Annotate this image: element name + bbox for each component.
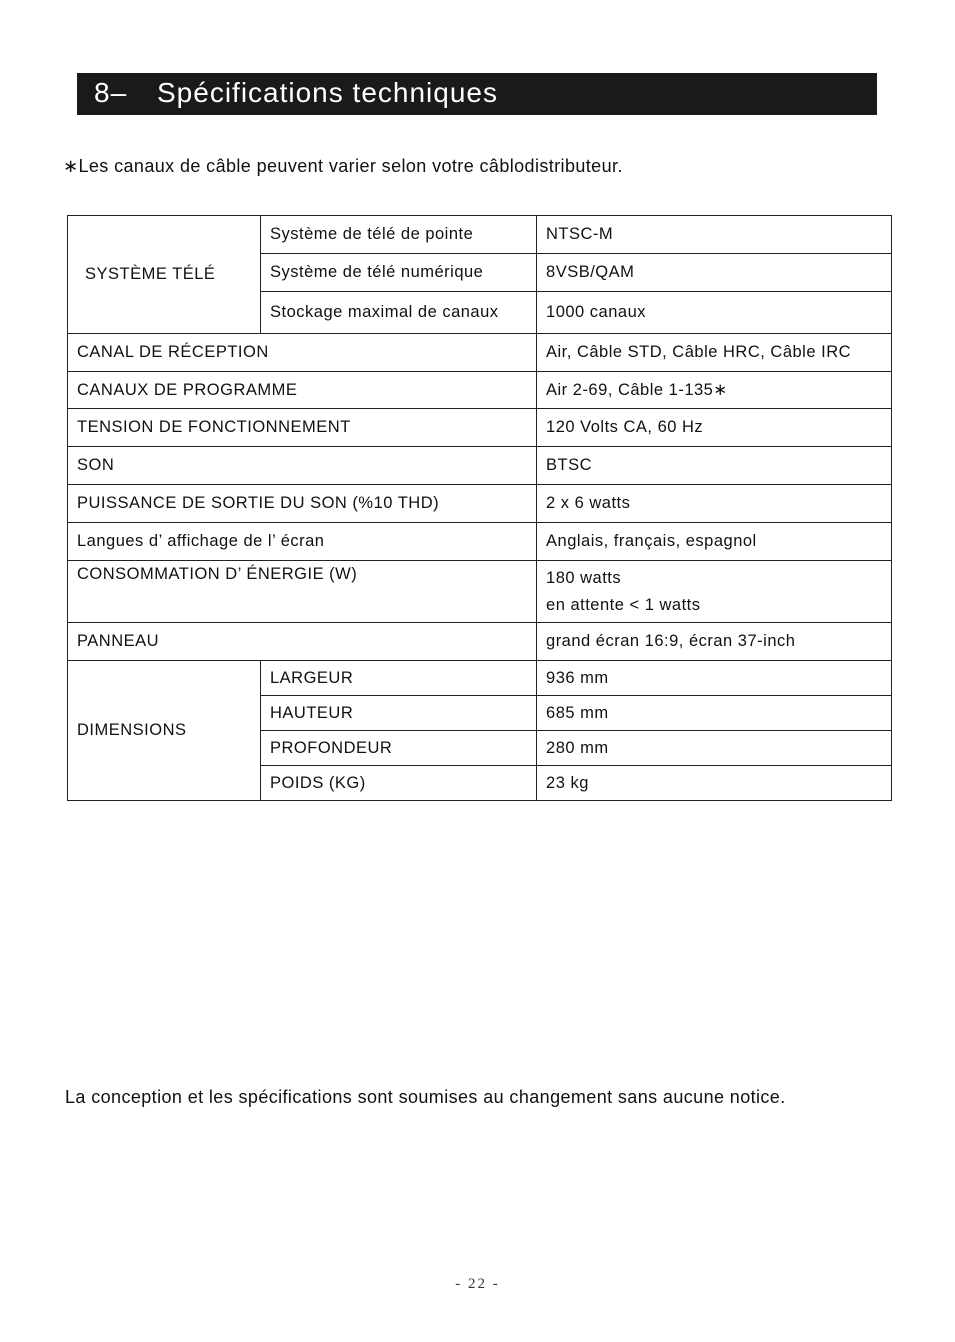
table-row (68, 216, 892, 254)
spec-value: 685 mm (537, 696, 892, 731)
section-title-bar (77, 73, 877, 115)
spec-value: 23 kg (537, 766, 892, 801)
disclaimer-note: La conception et les spécifications sont soumises au changement sans aucune notice. (65, 1087, 786, 1107)
spec-label: Langues d’ affichage de l’ écran (68, 523, 537, 561)
table-row (68, 661, 892, 696)
spec-label: Système de télé numérique (261, 254, 537, 292)
tv-system-label: SYSTÈME TÉLÉ (68, 216, 261, 334)
spec-value: Air, Câble STD, Câble HRC, Câble IRC (537, 334, 892, 372)
spec-value: grand écran 16:9, écran 37-inch (537, 623, 892, 661)
dimensions-label: DIMENSIONS (68, 661, 261, 801)
spec-label: CANAL DE RÉCEPTION (68, 334, 537, 372)
table-row (68, 334, 892, 372)
page-number: - 22 - (455, 1276, 500, 1292)
spec-label: PROFONDEUR (261, 731, 537, 766)
table-row (68, 372, 892, 409)
spec-value: 1000 canaux (537, 292, 892, 334)
spec-value: 8VSB/QAM (537, 254, 892, 292)
power-value-line: en attente < 1 watts (546, 595, 701, 614)
table-row (68, 561, 892, 623)
spec-value: Anglais, français, espagnol (537, 523, 892, 561)
spec-label: HAUTEUR (261, 696, 537, 731)
spec-value: 120 Volts CA, 60 Hz (537, 409, 892, 447)
spec-label: POIDS (KG) (261, 766, 537, 801)
table-row (68, 523, 892, 561)
spec-label: PANNEAU (68, 623, 537, 661)
spec-label: CANAUX DE PROGRAMME (68, 372, 537, 409)
table-row (68, 485, 892, 523)
spec-value (537, 561, 892, 623)
spec-value: 936 mm (537, 661, 892, 696)
spec-label: SON (68, 447, 537, 485)
spec-label: TENSION DE FONCTIONNEMENT (68, 409, 537, 447)
table-row (68, 623, 892, 661)
spec-label: CONSOMMATION D’ ÉNERGIE (W) (68, 561, 537, 623)
section-number: 8– (94, 77, 128, 108)
power-value-line: 180 watts (546, 568, 622, 587)
spec-value: Air 2-69, Câble 1-135∗ (537, 372, 892, 409)
spec-label: PUISSANCE DE SORTIE DU SON (%10 THD) (68, 485, 537, 523)
spec-value: NTSC-M (537, 216, 892, 254)
page-title: Spécifications techniques (157, 77, 498, 108)
spec-label: Système de télé de pointe (261, 216, 537, 254)
table-row (68, 409, 892, 447)
spec-label: Stockage maximal de canaux (261, 292, 537, 334)
spec-value: 280 mm (537, 731, 892, 766)
spec-value: BTSC (537, 447, 892, 485)
specifications-table (67, 215, 892, 801)
cable-note: ∗Les canaux de câble peuvent varier selon votre câblodistributeur. (63, 156, 623, 176)
spec-label: LARGEUR (261, 661, 537, 696)
table-row (68, 447, 892, 485)
spec-value: 2 x 6 watts (537, 485, 892, 523)
